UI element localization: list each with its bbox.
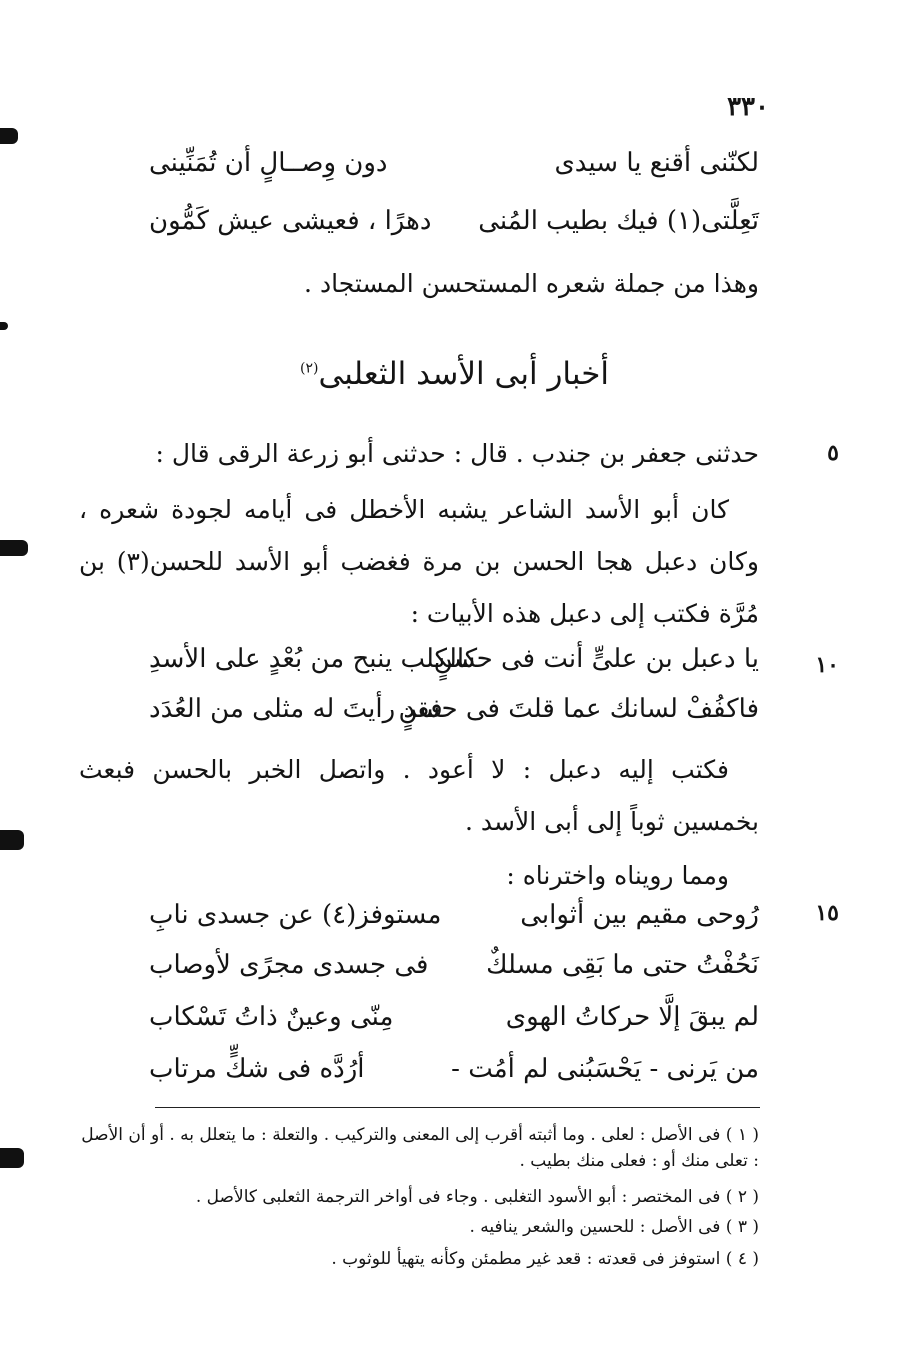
verse-second-hemistich: دون وِصــالٍ أن تُمَنِّينى bbox=[149, 148, 388, 178]
verse-line bbox=[149, 644, 759, 694]
verse-line bbox=[149, 206, 759, 256]
line-number: ١٠ bbox=[815, 652, 839, 678]
verse-second-hemistich: فى جسدى مجرًى لأوصاب bbox=[149, 950, 429, 980]
footnote: ( ٤ ) استوفز فى قعدته : قعد غير مطمئن وكأنه يتهيأ للوثوب . bbox=[331, 1249, 759, 1269]
section-title-footnote-ref: (٢) bbox=[299, 360, 319, 377]
verse-second-hemistich: مستوفز(٤) عن جسدى نابِ bbox=[149, 900, 442, 930]
narration-paragraph: كان أبو الأسد الشاعر يشبه الأخطل فى أيامه لجودة شعره ، وكان دعبل هجا الحسن بن مرة فغضب أبو الأسد للحسن(٣) بن مُرَّة فكتب إلى دعبل هذه الأبيات : bbox=[79, 495, 759, 628]
footnote: ( ١ ) فى الأصل : لعلى . وما أثبته أقرب إلى المعنى والتركيب . والتعلة : ما يتعلل به . أو أن الأصل : تعلى منك أو : فعلى منك بطيب . bbox=[81, 1125, 759, 1171]
narration-paragraph: حدثنى جعفر بن جندب . قال : حدثنى أبو زرعة الرقى قال : bbox=[155, 439, 759, 468]
line-number: ١٥ bbox=[815, 900, 839, 926]
section-heading bbox=[0, 356, 909, 392]
verse-line bbox=[149, 148, 759, 198]
verse-second-hemistich: مِنّى وعينٌ ذاتُ تَسْكاب bbox=[149, 1002, 394, 1032]
scan-edge-mark bbox=[0, 830, 24, 850]
verse-line bbox=[149, 950, 759, 1000]
verse-first-hemistich: فاكفُفْ لسانك عما قلتَ فى حسنٍ bbox=[398, 694, 759, 724]
verse-first-hemistich: من يَرنى - يَحْسَبُنى لم أمُت - bbox=[451, 1054, 759, 1084]
scan-edge-mark bbox=[0, 540, 28, 556]
verse-first-hemistich: يا دعبل بن علىٍّ أنت فى حسنٍ bbox=[433, 644, 759, 674]
verse-first-hemistich: لم يبقَ إلَّا حركاتُ الهوى bbox=[505, 1002, 759, 1032]
scan-edge-mark bbox=[0, 322, 8, 330]
verse-line bbox=[149, 900, 759, 950]
section-title: أخبار أبى الأسد الثعلبى bbox=[318, 356, 610, 392]
verse-line bbox=[149, 1002, 759, 1052]
narration-paragraph: فكتب إليه دعبل : لا أعود . واتصل الخبر بالحسن فبعث بخمسين ثوباً إلى أبى الأسد . bbox=[79, 755, 759, 836]
line-number: ٥ bbox=[827, 440, 839, 466]
verse-first-hemistich: لكنّنى أقنع يا سيدى bbox=[554, 148, 759, 178]
footnote: ( ٢ ) فى المختصر : أبو الأسود التغلبى . وجاء فى أواخر الترجمة الثعلبى كالأصل . bbox=[195, 1187, 759, 1207]
intro-paragraph: وهذا من جملة شعره المستحسن المستجاد . bbox=[304, 269, 759, 298]
footnote: ( ٣ ) فى الأصل : للحسين والشعر ينافيه . bbox=[469, 1217, 759, 1237]
verse-line bbox=[149, 694, 759, 744]
footnote-divider bbox=[155, 1107, 760, 1108]
verse-second-hemistich: كالكلب ينبح من بُعْدٍ على الأسدِ bbox=[149, 644, 478, 674]
scan-edge-mark bbox=[0, 1148, 24, 1168]
verse-first-hemistich: رُوحى مقيم بين أثوابى bbox=[520, 900, 759, 930]
verse-first-hemistich: نَحُفْتُ حتى ما بَقِى مسلكٌ bbox=[486, 950, 759, 980]
narration-paragraph: ومما رويناه واخترناه : bbox=[506, 861, 729, 890]
scan-edge-mark bbox=[0, 128, 18, 144]
verse-first-hemistich: تَعِلَّتى(١) فيك بطيب المُنى bbox=[478, 206, 759, 236]
verse-second-hemistich: دهرًا ، فعيشى عيش كَمُّون bbox=[149, 206, 432, 236]
verse-second-hemistich: فقد رأيتَ له مثلى من العُدَد bbox=[149, 694, 443, 724]
verse-line bbox=[149, 1054, 759, 1104]
page-number: ٣٣٠ bbox=[727, 92, 769, 122]
verse-second-hemistich: أرُدَّه فى شكٍّ مرتاب bbox=[149, 1054, 365, 1084]
